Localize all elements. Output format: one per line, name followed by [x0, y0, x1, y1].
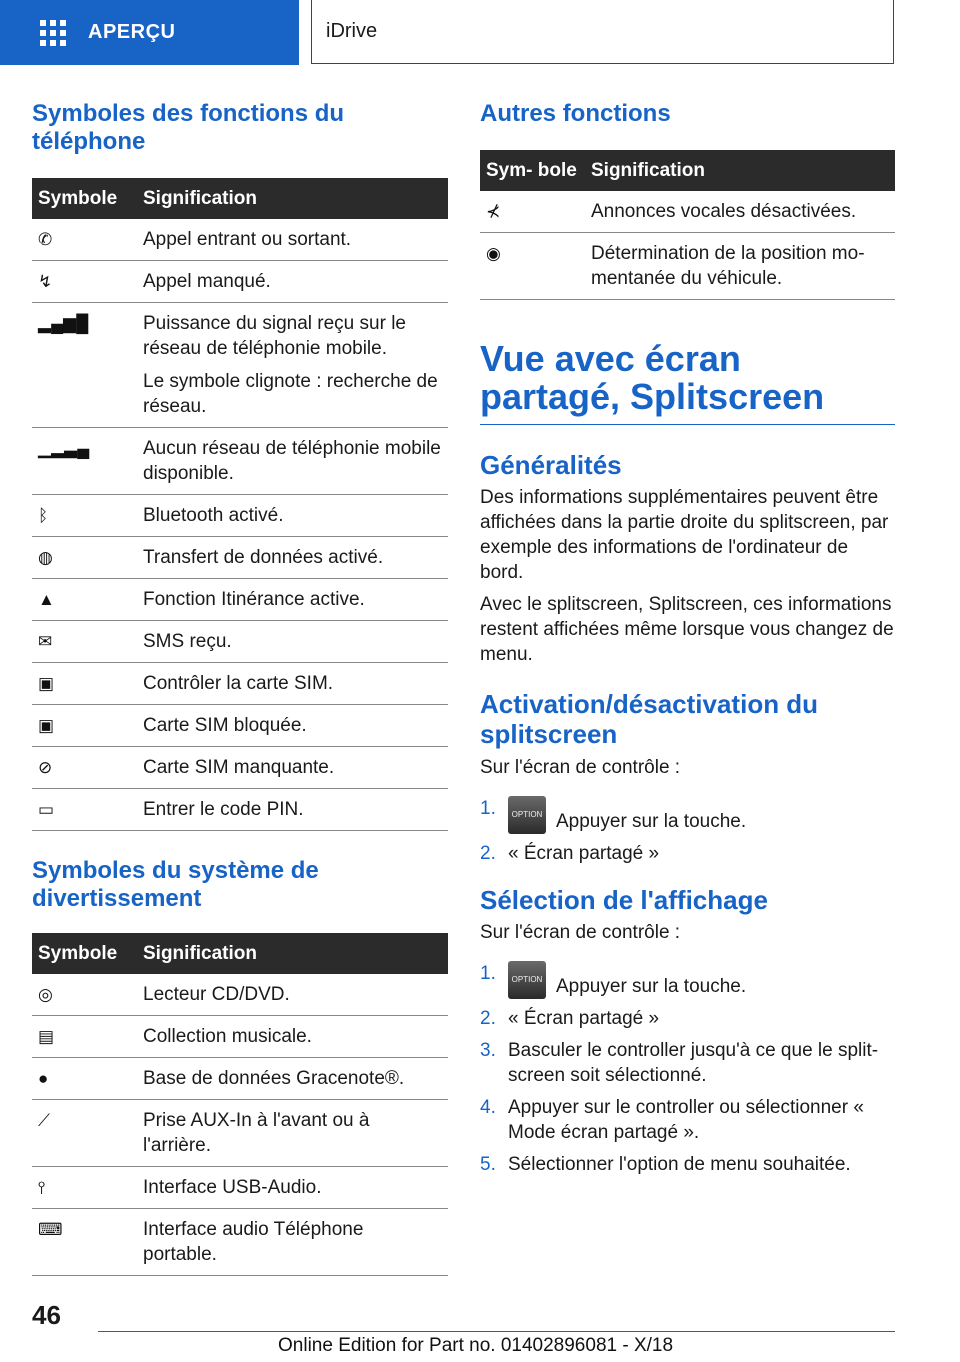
table-row [32, 974, 448, 1016]
step-number: 5. [480, 1154, 496, 1175]
tab-idrive-label: iDrive [326, 20, 378, 42]
step-item [480, 841, 895, 866]
row-meaning: SMS reçu. [143, 631, 232, 652]
step-number: 4. [480, 1097, 496, 1118]
voice-muted-icon: ⊀ [486, 202, 501, 221]
table-row [32, 747, 448, 789]
table-row [32, 303, 448, 428]
tab-apercu[interactable] [0, 0, 299, 65]
row-meaning: Interface audio Téléphone portable. [143, 1219, 364, 1265]
col-header-meaning: Signification [137, 178, 448, 219]
splitscreen-title: Vue avec écran partagé, Splitscreen [480, 338, 825, 417]
step-item [480, 1038, 895, 1088]
table-row [32, 789, 448, 831]
footer-divider [98, 1331, 895, 1332]
step-text: Appuyer sur la touche. [556, 811, 747, 832]
table-row [32, 663, 448, 705]
step-item [480, 796, 895, 834]
signal-strength-icon: ▂▄▆█ [38, 314, 89, 333]
table-row [32, 1209, 448, 1276]
row-meaning: Appel manqué. [143, 271, 271, 292]
tab-apercu-label: APERÇU [88, 21, 176, 43]
col-header-meaning: Signification [585, 150, 895, 191]
table-row [32, 1167, 448, 1209]
step-text: « Écran partagé » [508, 843, 660, 864]
sim-check-icon: ▣ [38, 674, 55, 693]
tab-idrive[interactable] [311, 0, 894, 64]
table-row [480, 233, 895, 300]
step-text: Appuyer sur la touche. [556, 976, 747, 997]
row-meaning: Carte SIM bloquée. [143, 715, 307, 736]
step-text: Basculer le controller jusqu'à ce que le split‐ screen soit sélectionné. [508, 1040, 879, 1086]
step-text: « Écran partagé » [508, 1008, 660, 1029]
table-row [32, 621, 448, 663]
sms-envelope-icon: ✉ [38, 632, 53, 651]
selection-title: Sélection de l'affichage [480, 885, 768, 915]
table-row [32, 1016, 448, 1058]
entertainment-symbols-title: Symboles du système de divertissement [32, 857, 319, 912]
row-meaning: Détermination de la position mo‐ mentanée du véhicule. [591, 243, 865, 289]
phone-symbols-title: Symboles des fonctions du téléphone [32, 100, 345, 155]
col-header-symbol: Symbole [32, 933, 137, 974]
music-collection-icon: ▤ [38, 1027, 55, 1046]
step-item [480, 961, 895, 999]
row-meaning: Interface USB-Audio. [143, 1177, 322, 1198]
no-signal-icon: ▁▂▃▄ [38, 439, 90, 458]
sim-missing-icon: ⊘ [38, 758, 53, 777]
activation-intro: Sur l'écran de contrôle : [480, 757, 681, 778]
step-number: 3. [480, 1040, 496, 1061]
row-meaning-note: Le symbole clignote : recherche de réseau. [143, 371, 438, 417]
table-row [32, 428, 448, 495]
selection-steps [480, 961, 895, 1177]
step-text: Appuyer sur le controller ou sélectionner « Mode écran partagé ». [508, 1097, 864, 1143]
row-meaning: Base de données Gracenote®. [143, 1068, 405, 1089]
other-functions-table [480, 150, 895, 300]
row-meaning: Annonces vocales désactivées. [591, 201, 857, 222]
row-meaning: Prise AUX-In à l'avant ou à l'arrière. [143, 1110, 370, 1156]
row-meaning: Transfert de données activé. [143, 547, 384, 568]
table-row [32, 579, 448, 621]
col-header-symbol: Sym‐ bole [480, 150, 585, 191]
table-row [32, 495, 448, 537]
table-row [32, 705, 448, 747]
general-title: Généralités [480, 450, 622, 480]
row-meaning: Aucun réseau de téléphonie mobile disponible. [143, 438, 441, 484]
roaming-triangle-icon: ▲ [38, 590, 55, 609]
step-item [480, 1152, 895, 1177]
entertainment-symbols-table [32, 933, 448, 1276]
table-row [32, 261, 448, 303]
table-row [32, 537, 448, 579]
right-column [480, 100, 895, 1184]
phone-call-icon: ✆ [38, 230, 53, 249]
usb-icon: ⫯ [38, 1178, 46, 1197]
activation-steps [480, 796, 895, 866]
bluetooth-icon: ᛒ [38, 506, 49, 525]
row-meaning: Entrer le code PIN. [143, 799, 304, 820]
other-functions-title: Autres fonctions [480, 100, 671, 127]
pin-entry-icon: ▭ [38, 800, 55, 819]
step-number: 2. [480, 1008, 496, 1029]
phone-audio-icon: ⌨ [38, 1220, 63, 1239]
step-item [480, 1006, 895, 1031]
row-meaning: Bluetooth activé. [143, 505, 284, 526]
general-paragraph-1: Des informations supplémentaires peuvent être affichées dans la partie droite du splitscreen, par exemple des informations de l'ordinateur de bord. [480, 487, 889, 583]
aux-in-icon: ⟋ [38, 1111, 50, 1130]
selection-intro: Sur l'écran de contrôle : [480, 922, 681, 943]
activation-title: Activation/désactivation du splitscreen [480, 689, 819, 749]
gracenote-icon: ● [38, 1069, 49, 1088]
step-text: Sélectionner l'option de menu souhaitée. [508, 1154, 851, 1175]
cd-dvd-icon: ◎ [38, 985, 53, 1004]
row-meaning: Contrôler la carte SIM. [143, 673, 334, 694]
row-meaning: Fonction Itinérance active. [143, 589, 365, 610]
footer-edition: Online Edition for Part no. 01402896081 - X/18 [278, 1335, 674, 1356]
page-number: 46 [32, 1300, 61, 1330]
row-meaning: Puissance du signal reçu sur le réseau de téléphonie mobile. [143, 313, 406, 359]
grid-icon [40, 20, 66, 46]
position-icon: ◉ [486, 244, 501, 263]
phone-symbols-table [32, 178, 448, 831]
option-button-icon: OPTION [508, 796, 546, 834]
left-column [32, 100, 448, 1276]
col-header-symbol: Symbole [32, 178, 137, 219]
section-divider [480, 424, 895, 425]
missed-call-icon: ↯ [38, 272, 53, 291]
table-row [480, 191, 895, 233]
option-button-icon: OPTION [508, 961, 546, 999]
table-row [32, 219, 448, 261]
step-item [480, 1095, 895, 1145]
col-header-meaning: Signification [137, 933, 448, 974]
step-number: 2. [480, 843, 496, 864]
table-row [32, 1058, 448, 1100]
general-paragraph-2: Avec le splitscreen, Splitscreen, ces informations restent affichées même lorsque vous changez de menu. [480, 594, 894, 665]
row-meaning: Collection musicale. [143, 1026, 312, 1047]
row-meaning: Carte SIM manquante. [143, 757, 335, 778]
sim-locked-icon: ▣ [38, 716, 55, 735]
table-row [32, 1100, 448, 1167]
data-transfer-icon: ◍ [38, 548, 53, 567]
step-number: 1. [480, 963, 496, 984]
row-meaning: Appel entrant ou sortant. [143, 229, 352, 250]
top-bar [0, 0, 960, 66]
step-number: 1. [480, 798, 496, 819]
row-meaning: Lecteur CD/DVD. [143, 984, 290, 1005]
